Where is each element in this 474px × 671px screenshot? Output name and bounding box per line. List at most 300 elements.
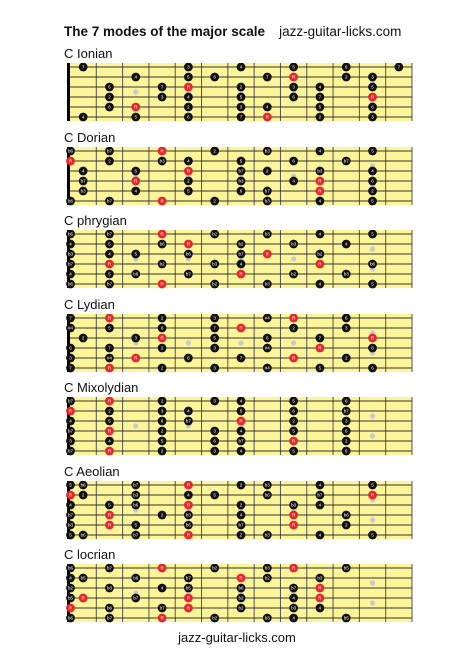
- note-degree: 5: [371, 198, 374, 204]
- note-degree: R: [68, 408, 73, 414]
- note-degree: b7: [67, 398, 74, 404]
- note-degree: 7: [81, 64, 85, 70]
- note-degree: 2: [160, 512, 164, 518]
- note-degree: 3: [213, 315, 216, 321]
- note-degree: 2: [344, 74, 348, 80]
- note-degree: 5: [239, 158, 243, 164]
- mode-label: C phrygian: [64, 213, 127, 228]
- note-degree: 4: [318, 84, 322, 90]
- inlay-dot: [370, 517, 375, 522]
- note-degree: b6: [370, 261, 376, 267]
- note-degree: 5: [213, 335, 216, 341]
- note-degree: 5: [134, 168, 138, 174]
- note-degree: b3: [291, 605, 297, 611]
- note-degree: 5: [69, 482, 72, 488]
- note-degree: 5: [134, 114, 138, 120]
- note-degree: 6: [371, 178, 374, 184]
- note-degree: 6: [292, 408, 295, 414]
- note-degree: b7: [106, 281, 112, 287]
- note-degree: 5: [318, 104, 322, 110]
- note-degree: 4: [318, 198, 322, 204]
- note-degree: 5: [292, 64, 295, 70]
- note-degree: R: [107, 365, 112, 371]
- note-degree: b7: [185, 418, 191, 424]
- note-degree: R: [291, 315, 296, 321]
- note-degree: 4: [292, 178, 295, 184]
- note-degree: R: [160, 335, 164, 341]
- note-degree: 4: [239, 448, 243, 454]
- note-degree: b3: [264, 532, 270, 538]
- note-degree: 2: [160, 365, 164, 371]
- note-degree: 4: [160, 585, 164, 591]
- note-degree: 3: [344, 418, 348, 424]
- note-degree: b2: [264, 575, 270, 581]
- note-degree: R: [239, 325, 243, 331]
- note-degree: R: [239, 271, 243, 277]
- note-degree: 5: [292, 428, 295, 434]
- note-degree: 6: [344, 448, 348, 454]
- note-degree: b7: [80, 178, 86, 184]
- note-degree: 3: [160, 94, 164, 100]
- note-degree: 2: [213, 148, 216, 154]
- note-degree: 3: [134, 335, 138, 341]
- note-degree: b7: [67, 261, 74, 267]
- fretboard: [62, 63, 418, 123]
- note-degree: b3: [317, 575, 323, 581]
- nut: [67, 314, 70, 372]
- note-degree: R: [318, 585, 322, 591]
- note-degree: b3: [80, 188, 86, 194]
- note-degree: b2: [212, 231, 218, 237]
- note-degree: R: [160, 231, 164, 237]
- note-degree: 2: [187, 178, 190, 184]
- inlay-dot: [370, 413, 375, 418]
- note-degree: R: [318, 595, 322, 601]
- note-degree: #4: [67, 325, 74, 331]
- note-degree: b7: [238, 168, 244, 174]
- note-degree: 5: [108, 241, 111, 247]
- note-degree: 4: [239, 512, 243, 518]
- note-degree: 4: [108, 438, 111, 444]
- nut: [67, 63, 70, 121]
- note-degree: 7: [108, 345, 111, 351]
- note-degree: b3: [238, 178, 244, 184]
- note-degree: 5: [160, 438, 164, 444]
- inlay-dot: [370, 433, 375, 438]
- note-degree: b6: [67, 281, 74, 287]
- note-degree: b5: [343, 565, 349, 571]
- note-degree: 6: [69, 345, 72, 351]
- note-degree: 3: [213, 365, 216, 371]
- note-degree: 5: [108, 271, 111, 277]
- fretboard: [62, 481, 418, 541]
- inlay-dot: [370, 246, 375, 251]
- note-degree: b6: [133, 271, 139, 277]
- note-degree: 5: [134, 251, 138, 257]
- inlay-dot: [291, 256, 296, 261]
- note-degree: 6: [344, 398, 348, 404]
- note-degree: b3: [264, 148, 270, 154]
- note-degree: 2: [160, 315, 164, 321]
- note-degree: R: [186, 84, 191, 90]
- note-degree: 5: [371, 84, 374, 90]
- note-degree: R: [160, 198, 164, 204]
- note-degree: 4: [318, 231, 322, 237]
- nut: [67, 481, 70, 539]
- note-degree: 4: [318, 281, 322, 287]
- note-degree: 6: [292, 158, 295, 164]
- note-degree: b5: [80, 575, 86, 581]
- note-degree: b6: [67, 148, 74, 154]
- note-degree: 5: [371, 231, 374, 237]
- note-degree: b7: [238, 522, 244, 528]
- note-degree: 4: [292, 595, 295, 601]
- note-degree: 6: [213, 74, 216, 80]
- note-degree: #4: [106, 355, 112, 361]
- note-degree: 2: [81, 492, 85, 498]
- mode-label: C Aeolian: [64, 463, 120, 479]
- note-degree: R: [107, 261, 112, 267]
- note-degree: 4: [318, 148, 322, 154]
- note-degree: R: [186, 605, 191, 611]
- note-degree: R: [239, 418, 243, 424]
- note-degree: R: [318, 345, 322, 351]
- note-degree: b2: [212, 281, 218, 287]
- note-degree: 5: [69, 532, 72, 538]
- note-degree: 5: [292, 398, 295, 404]
- note-degree: b7: [133, 595, 139, 601]
- note-degree: R: [291, 565, 296, 571]
- note-degree: 6: [187, 355, 190, 361]
- note-degree: b6: [106, 605, 112, 611]
- note-degree: R: [134, 178, 138, 184]
- note-degree: R: [160, 615, 164, 621]
- note-degree: 4: [266, 104, 269, 110]
- note-degree: 6: [108, 84, 111, 90]
- note-degree: b7: [159, 605, 165, 611]
- note-degree: 6: [160, 418, 164, 424]
- note-degree: 2: [213, 198, 216, 204]
- mode-label: C Mixolydian: [64, 380, 139, 395]
- note-degree: 4: [69, 241, 72, 247]
- note-degree: 2: [160, 345, 164, 351]
- note-degree: 6: [292, 94, 295, 100]
- note-degree: R: [186, 168, 191, 174]
- note-degree: b7: [106, 615, 112, 621]
- note-degree: R: [134, 104, 138, 110]
- note-degree: b7: [67, 512, 74, 518]
- note-degree: b7: [238, 251, 244, 257]
- note-degree: b6: [159, 241, 165, 247]
- title-text: The 7 modes of the major scale: [64, 24, 266, 39]
- note-degree: b6: [133, 575, 139, 581]
- note-degree: b2: [291, 271, 297, 277]
- note-degree: R: [265, 114, 269, 120]
- note-degree: b2: [238, 605, 244, 611]
- note-degree: R: [186, 482, 191, 488]
- note-degree: 3: [160, 408, 164, 414]
- note-degree: R: [291, 438, 296, 444]
- fretboard: [62, 230, 418, 290]
- note-degree: 5: [108, 418, 111, 424]
- note-degree: b5: [185, 585, 191, 591]
- note-degree: 3: [371, 114, 374, 120]
- nut: [67, 230, 70, 288]
- note-degree: b7: [133, 482, 139, 488]
- note-degree: R: [265, 251, 269, 257]
- note-degree: 4: [69, 418, 72, 424]
- note-degree: 6: [371, 345, 374, 351]
- note-degree: b6: [185, 251, 191, 257]
- fretboard: [62, 397, 418, 457]
- note-degree: 5: [318, 365, 322, 371]
- note-degree: 4: [239, 64, 243, 70]
- note-degree: R: [291, 522, 296, 528]
- note-degree: b3: [264, 482, 270, 488]
- note-degree: R: [186, 595, 191, 601]
- inlay-dot: [370, 580, 375, 585]
- note-degree: b7: [106, 231, 112, 237]
- note-degree: 4: [318, 482, 322, 488]
- note-degree: 4: [239, 261, 243, 267]
- note-degree: R: [107, 448, 112, 454]
- note-degree: b2: [212, 615, 218, 621]
- note-degree: 3: [69, 438, 72, 444]
- note-degree: 2: [266, 168, 269, 174]
- note-degree: 4: [239, 398, 243, 404]
- note-degree: 5: [239, 94, 243, 100]
- note-degree: b6: [80, 532, 86, 538]
- note-degree: 2: [239, 502, 243, 508]
- note-degree: 2: [160, 398, 164, 404]
- note-degree: b3: [343, 271, 349, 277]
- note-degree: b7: [106, 148, 112, 154]
- note-degree: 5: [213, 492, 216, 498]
- note-degree: b6: [67, 198, 74, 204]
- note-degree: 4: [318, 605, 322, 611]
- note-degree: 4: [134, 188, 138, 194]
- note-degree: b6: [264, 492, 270, 498]
- note-degree: 6: [160, 325, 164, 331]
- note-degree: 2: [371, 188, 374, 194]
- note-degree: 4: [69, 502, 72, 508]
- note-degree: R: [318, 261, 322, 267]
- note-degree: R: [239, 575, 243, 581]
- note-degree: b7: [106, 565, 112, 571]
- note-degree: b2: [67, 585, 74, 591]
- note-degree: 2: [160, 428, 164, 434]
- note-degree: 5: [292, 448, 295, 454]
- note-degree: 7: [69, 315, 72, 321]
- note-degree: b7: [133, 532, 139, 538]
- inlay-dot: [133, 423, 138, 428]
- note-degree: R: [107, 428, 112, 434]
- nut: [67, 564, 70, 622]
- note-degree: b3: [291, 241, 297, 247]
- note-degree: R: [160, 148, 164, 154]
- inlay-dot: [370, 600, 375, 605]
- note-degree: 7: [318, 335, 322, 341]
- note-degree: b3: [264, 198, 270, 204]
- note-degree: 3: [213, 345, 216, 351]
- inlay-dot: [238, 340, 243, 345]
- note-degree: 6: [187, 114, 190, 120]
- note-degree: b2: [238, 241, 244, 247]
- note-degree: b3: [133, 492, 139, 498]
- note-degree: 2: [108, 408, 111, 414]
- note-degree: b2: [159, 261, 165, 267]
- note-degree: 7: [160, 84, 164, 90]
- note-degree: R: [160, 281, 164, 287]
- note-degree: 2: [160, 448, 164, 454]
- note-degree: R: [68, 605, 73, 611]
- note-degree: b3: [67, 522, 74, 528]
- note-degree: b2: [317, 251, 323, 257]
- note-degree: 5: [371, 148, 374, 154]
- note-degree: b3: [159, 158, 165, 164]
- note-degree: R: [68, 158, 73, 164]
- note-degree: R: [318, 188, 322, 194]
- inlay-dot: [133, 89, 138, 94]
- note-degree: 5: [371, 532, 374, 538]
- note-degree: 6: [344, 428, 348, 434]
- note-degree: 4: [81, 114, 85, 120]
- note-degree: 4: [69, 575, 72, 581]
- inlay-dot: [291, 340, 296, 345]
- note-degree: b5: [67, 595, 74, 601]
- note-degree: R: [134, 355, 138, 361]
- note-degree: b7: [291, 585, 297, 591]
- note-degree: b6: [133, 502, 139, 508]
- fretboard: [62, 564, 418, 624]
- note-degree: R: [107, 512, 112, 518]
- note-degree: b3: [264, 231, 270, 237]
- note-degree: b7: [343, 158, 349, 164]
- note-degree: b6: [343, 512, 349, 518]
- note-degree: b7: [264, 188, 270, 194]
- mode-label: C Lydian: [64, 296, 115, 312]
- note-degree: 5: [239, 408, 243, 414]
- footer-site: jazz-guitar-licks.com: [178, 630, 296, 645]
- note-degree: 5: [187, 74, 190, 80]
- site-url: jazz-guitar-licks.com: [279, 24, 402, 39]
- note-degree: #4: [264, 365, 270, 371]
- note-degree: b6: [80, 482, 86, 488]
- note-degree: 2: [108, 158, 111, 164]
- note-degree: 6: [213, 438, 216, 444]
- note-degree: b3: [67, 251, 74, 257]
- note-degree: 4: [187, 492, 190, 498]
- note-degree: b7: [67, 428, 74, 434]
- note-degree: b7: [343, 408, 349, 414]
- note-degree: R: [107, 315, 112, 321]
- fretboard: [62, 314, 418, 374]
- note-degree: #4: [264, 345, 270, 351]
- page-title: [64, 24, 401, 39]
- note-degree: b7: [67, 448, 74, 454]
- note-degree: 6: [239, 188, 243, 194]
- note-degree: 4: [134, 74, 138, 80]
- note-degree: 3: [239, 104, 243, 110]
- note-degree: R: [107, 398, 112, 404]
- note-degree: 6: [344, 64, 348, 70]
- note-degree: 4: [187, 158, 190, 164]
- note-degree: 2: [292, 325, 295, 331]
- note-degree: 2: [81, 335, 85, 341]
- note-degree: 3: [213, 398, 216, 404]
- note-degree: 2: [344, 522, 348, 528]
- note-degree: 6: [266, 335, 269, 341]
- mode-label: C Ionian: [64, 46, 113, 61]
- note-degree: b7: [238, 438, 244, 444]
- note-degree: R: [68, 492, 73, 498]
- note-degree: 3: [69, 355, 72, 361]
- note-degree: R: [160, 565, 164, 571]
- note-degree: 2: [239, 482, 243, 488]
- note-degree: 2: [239, 532, 243, 538]
- note-degree: 5: [187, 188, 190, 194]
- note-degree: 4: [187, 94, 190, 100]
- fretboard: [62, 147, 418, 207]
- mode-label: C Dorian: [64, 129, 116, 145]
- note-degree: 7: [69, 365, 72, 371]
- nut: [67, 397, 70, 455]
- note-degree: 4: [69, 271, 72, 277]
- note-degree: b7: [185, 575, 191, 581]
- note-degree: R: [291, 512, 296, 518]
- note-degree: 3: [187, 64, 190, 70]
- note-degree: b3: [264, 615, 270, 621]
- note-degree: 7: [397, 64, 401, 70]
- note-degree: b3: [106, 585, 112, 591]
- note-degree: 7: [266, 74, 269, 80]
- note-degree: 4: [371, 168, 374, 174]
- note-degree: 2: [239, 84, 243, 90]
- note-degree: R: [291, 355, 296, 361]
- note-degree: 2: [108, 94, 111, 100]
- note-degree: b6: [185, 522, 191, 528]
- note-degree: b6: [67, 231, 74, 237]
- note-degree: b6: [238, 585, 244, 591]
- note-degree: 5: [108, 502, 111, 508]
- note-degree: 5: [371, 281, 374, 287]
- note-degree: R: [370, 335, 375, 341]
- note-degree: #4: [264, 315, 270, 321]
- note-degree: 7: [318, 94, 322, 100]
- note-degree: b2: [212, 565, 218, 571]
- note-degree: 7: [213, 325, 216, 331]
- note-degree: 5: [134, 522, 138, 528]
- note-degree: b3: [264, 281, 270, 287]
- note-degree: R: [370, 94, 375, 100]
- note-degree: R: [81, 595, 85, 601]
- note-degree: 6: [371, 365, 374, 371]
- note-degree: 6: [108, 104, 111, 110]
- note-degree: 4: [318, 532, 322, 538]
- note-degree: b3: [317, 168, 323, 174]
- note-degree: 3: [213, 448, 216, 454]
- note-degree: R: [370, 492, 375, 498]
- note-degree: b6: [67, 615, 74, 621]
- note-degree: 7: [239, 355, 243, 361]
- note-degree: R: [107, 522, 112, 528]
- note-degree: 4: [81, 168, 85, 174]
- note-degree: R: [186, 502, 191, 508]
- note-degree: R: [291, 74, 296, 80]
- note-degree: 2: [344, 438, 348, 444]
- note-degree: 4: [344, 241, 348, 247]
- note-degree: 4: [318, 502, 322, 508]
